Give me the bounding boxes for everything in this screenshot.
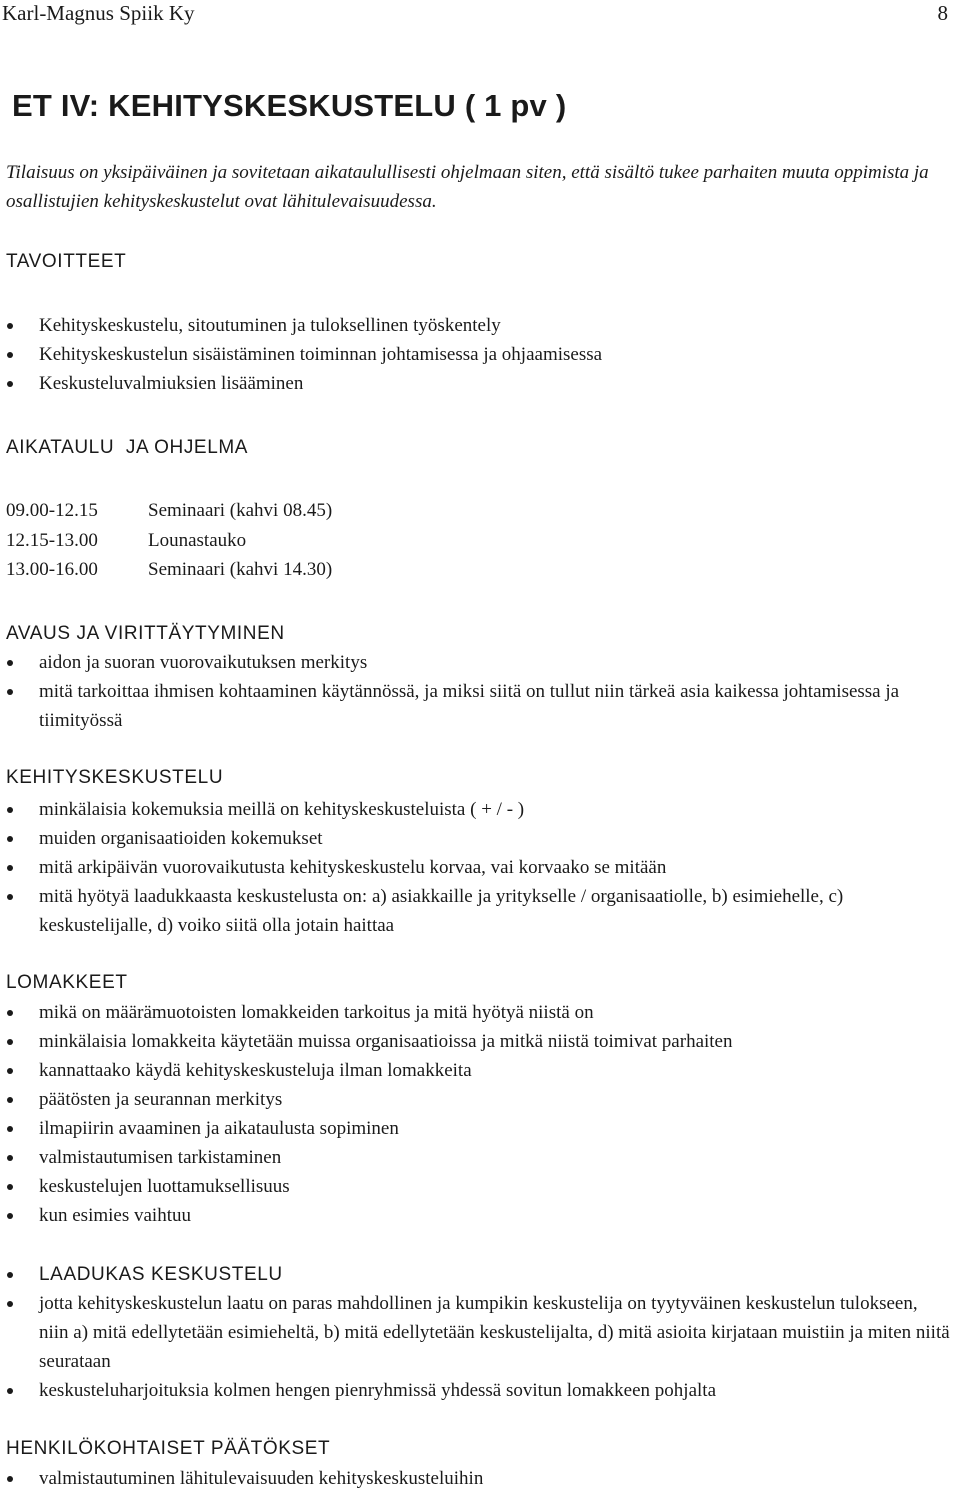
list-kehityskeskustelu — [6, 795, 951, 940]
list-item: mitä tarkoittaa ihmisen kohtaaminen käytännössä, ja miksi siitä on tullut niin tärkeä asia kaikessa johtamisessa ja tiimityössä — [6, 677, 951, 735]
list-item: Keskusteluvalmiuksien lisääminen — [6, 369, 951, 398]
list-item: valmistautuminen lähitulevaisuuden kehityskeskusteluihin — [6, 1464, 951, 1493]
schedule-row — [6, 526, 332, 556]
schedule-row — [6, 555, 332, 585]
page-number: 8 — [937, 1, 948, 25]
list-item: kannattaako käydä kehityskeskusteluja ilman lomakkeita — [6, 1056, 951, 1085]
list-item: päätösten ja seurannan merkitys — [6, 1085, 951, 1114]
heading-aikataulu: AIKATAULU JA OHJELMA — [6, 437, 249, 458]
list-item: mitä arkipäivän vuorovaikutusta kehityskeskustelu korvaa, vai korvaako se mitään — [6, 853, 951, 882]
heading-avaus: AVAUS JA VIRITTÄYTYMINEN — [6, 623, 285, 644]
list-item: mikä on määrämuotoisten lomakkeiden tarkoitus ja mitä hyötyä niistä on — [6, 998, 951, 1027]
schedule-time: 13.00-16.00 — [6, 559, 98, 580]
list-item: ilmapiirin avaaminen ja aikataulusta sopiminen — [6, 1114, 951, 1143]
list-item: mitä hyötyä laadukkaasta keskustelusta on: a) asiakkaille ja yritykselle / organisaatiolle, b) esimiehelle, c) keskustelijalle, d) voiko siitä olla jotain haittaa — [6, 882, 951, 940]
list-item: valmistautumisen tarkistaminen — [6, 1143, 951, 1172]
company-name: Karl-Magnus Spiik Ky — [2, 1, 195, 25]
heading-henkilokohtaiset: HENKILÖKOHTAISET PÄÄTÖKSET — [6, 1438, 331, 1459]
list-tavoitteet — [6, 311, 951, 398]
list-item: jotta kehityskeskustelun laatu on paras mahdollinen ja kumpikin keskustelija on tyytyväinen keskustelun tulokseen, niin a) mitä edellytetään esimieheltä, b) mitä edellytetään keskustelijalta, d) mitä asioita kirjataan muistiin ja miten niitä seurataan — [6, 1289, 951, 1376]
schedule-row — [6, 496, 332, 526]
schedule-activity: Lounastauko — [148, 529, 247, 551]
schedule-table — [6, 496, 332, 585]
list-item: kun esimies vaihtuu — [6, 1201, 951, 1230]
list-henkilokohtaiset — [6, 1464, 951, 1493]
list-item: Kehityskeskustelu, sitoutuminen ja tuloksellinen työskentely — [6, 311, 951, 340]
schedule-activity: Seminaari (kahvi 14.30) — [148, 559, 333, 580]
list-avaus — [6, 648, 951, 735]
heading-kehityskeskustelu: KEHITYSKESKUSTELU — [6, 767, 224, 788]
document-title: ET IV: KEHITYSKESKUSTELU ( 1 pv ) — [12, 88, 567, 123]
list-item: minkälaisia kokemuksia meillä on kehityskeskusteluista ( + / - ) — [6, 795, 951, 824]
heading-tavoitteet: TAVOITTEET — [6, 251, 127, 272]
list-item: muiden organisaatioiden kokemukset — [6, 824, 951, 853]
list-lomakkeet — [6, 998, 951, 1230]
list-item: aidon ja suoran vuorovaikutuksen merkitys — [6, 648, 951, 677]
schedule-activity: Seminaari (kahvi 08.45) — [148, 500, 333, 521]
list-item: keskusteluharjoituksia kolmen hengen pienryhmissä yhdessä sovitun lomakkeen pohjalta — [6, 1376, 951, 1405]
page-header — [0, 0, 960, 30]
intro-paragraph: Tilaisuus on yksipäiväinen ja sovitetaan aikataulullisesti ohjelmaan siten, että sisältö tukee parhaiten muuta oppimista ja osallistujien kehityskeskustelut ovat lähitulevaisuudessa. — [6, 162, 929, 212]
list-item: keskustelujen luottamuksellisuus — [6, 1172, 951, 1201]
schedule-time: 09.00-12.15 — [6, 500, 98, 521]
list-item: Kehityskeskustelun sisäistäminen toiminnan johtamisessa ja ohjaamisessa — [6, 340, 951, 369]
list-item-heading: LAADUKAS KESKUSTELU — [6, 1260, 951, 1289]
list-laadukas-keskustelu — [6, 1260, 951, 1405]
heading-lomakkeet: LOMAKKEET — [6, 972, 128, 993]
list-item: minkälaisia lomakkeita käytetään muissa organisaatioissa ja mitkä niistä toimivat parhaiten — [6, 1027, 951, 1056]
schedule-time: 12.15-13.00 — [6, 529, 98, 551]
